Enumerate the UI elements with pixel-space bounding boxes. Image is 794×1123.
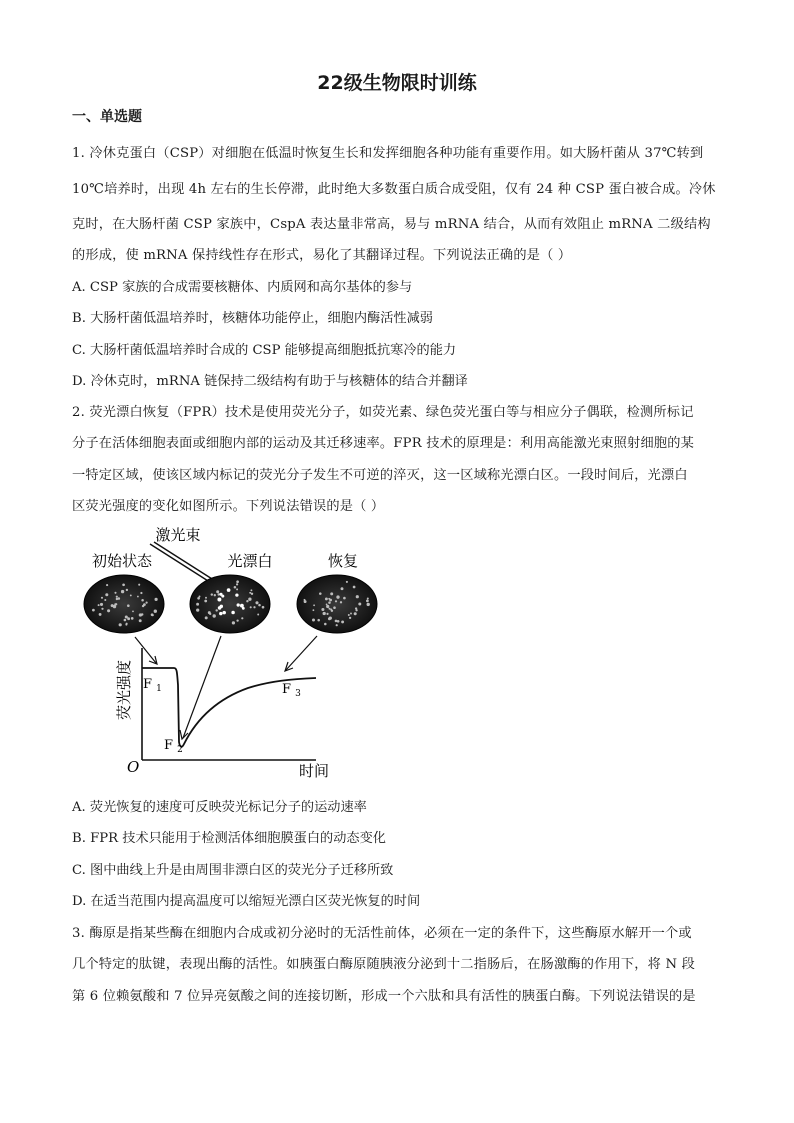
fluorescent-molecule (326, 604, 328, 606)
q2-option-d: D. 在适当范围内提高温度可以缩短光漂白区荧光恢复的时间 (72, 894, 421, 909)
fluorescent-molecule (250, 606, 252, 608)
q2-option-b: B. FPR 技术只能用于检测活体细胞膜蛋白的动态变化 (72, 831, 386, 846)
arrow-bleached (180, 636, 221, 739)
fluorescent-molecule (98, 604, 100, 606)
fluorescent-molecule (141, 599, 144, 602)
arrow-recovered (285, 636, 317, 671)
x-axis-label: 时间 (299, 762, 330, 780)
laser-label: 激光束 (155, 526, 201, 544)
fluorescent-molecule (366, 600, 369, 603)
fluorescent-molecule (121, 590, 124, 593)
fluorescent-molecule (92, 609, 95, 612)
q3-line-2: 几个特定的肽键，表现出酶的活性。如胰蛋白酶原随胰液分泌到十二指肠后，在肠激酶的作用下，将 N 段 (72, 957, 695, 972)
fluorescent-molecule (330, 592, 333, 595)
fluorescent-molecule (101, 597, 103, 599)
q3-line-3: 第 6 位赖氨酸和 7 位异亮氨酸之间的连接切断，形成一个六肽和具有活性的胰蛋白酶。下列说法错误的是 (72, 989, 696, 1004)
fluorescent-molecule (213, 614, 216, 617)
fluorescent-molecule (116, 596, 118, 598)
fluorescent-molecule (152, 614, 154, 616)
fluorescent-molecule (240, 604, 244, 608)
fluorescent-molecule (341, 587, 344, 590)
fluorescent-molecule (219, 593, 222, 596)
fluorescent-molecule (255, 601, 258, 604)
fluorescent-molecule (119, 623, 122, 626)
fluorescent-molecule (146, 602, 148, 604)
fluorescent-molecule (217, 598, 221, 602)
q2-line-2: 分子在活体细胞表面或细胞内部的运动及其迁移速率。FPR 技术的原理是：利用高能激光束照射细胞的某 (72, 436, 694, 451)
fluorescent-molecule (340, 601, 342, 603)
fluorescent-molecule (367, 597, 369, 599)
fluorescent-molecule (140, 592, 142, 594)
fluorescent-molecule (106, 584, 108, 586)
fluorescent-molecule (355, 609, 357, 611)
fluorescent-molecule (333, 606, 336, 609)
q3-line-1: 3. 酶原是指某些酶在细胞内合成或初分泌时的无活性前体，必须在一定的条件下，这些酶原水解开一个或 (72, 926, 692, 941)
q1-option-d: D. 冷休克时，mRNA 链保持二级结构有助于与核糖体的结合并翻译 (72, 374, 468, 389)
fluorescent-molecule (354, 612, 357, 615)
fluorescent-molecule (317, 619, 320, 622)
fluorescent-molecule (111, 604, 114, 607)
fluorescent-molecule (353, 586, 356, 589)
fluorescent-molecule (99, 613, 102, 616)
fluorescent-molecule (319, 592, 322, 595)
fluorescent-molecule (328, 601, 331, 604)
fluorescent-molecule (130, 594, 132, 596)
q1-line-3: 克时，在大肠杆菌 CSP 家族中，CspA 表达量非常高，易与 mRNA 结合，从而有效阻止 mRNA 二级结构 (72, 217, 711, 232)
fluorescent-molecule (346, 581, 348, 583)
fluorescent-molecule (253, 606, 255, 608)
fluorescent-molecule (241, 617, 243, 619)
fluorescent-molecule (350, 613, 352, 615)
fluorescent-molecule (356, 595, 359, 598)
fluorescent-molecule (137, 596, 139, 598)
fluorescent-molecule (336, 595, 339, 598)
fluorescent-molecule (237, 603, 240, 606)
fluorescent-molecule (114, 592, 116, 594)
state-label-initial: 初始状态 (91, 552, 153, 570)
fluorescent-molecule (154, 610, 157, 613)
fluorescent-molecule (132, 611, 134, 613)
fluorescent-molecule (367, 603, 370, 606)
fpr-figure (80, 520, 380, 782)
cell-bleached (190, 575, 270, 633)
fluorescent-molecule (220, 605, 223, 608)
fluorescent-molecule (312, 609, 314, 611)
fluorescent-molecule (143, 603, 146, 606)
q2-line-1: 2. 荧光漂白恢复（FPR）技术是使用荧光分子，如荧光素、绿色荧光蛋白等与相应分子偶联，检测所标记 (72, 405, 694, 420)
fluorescent-molecule (236, 619, 238, 621)
q1-line-4: 的形成，使 mRNA 保持线性存在形式，易化了其翻译过程。下列说法正确的是（ ） (72, 248, 572, 263)
fluorescent-molecule (257, 614, 259, 616)
fluorescent-molecule (231, 611, 235, 615)
fluorescent-molecule (236, 583, 238, 585)
fluorescent-molecule (331, 610, 333, 612)
point-label-f2: F $_2$ (164, 738, 183, 755)
fluorescent-molecule (114, 603, 116, 605)
q2-line-4: 区荧光强度的变化如图所示。下列说法错误的是（ ） (72, 499, 385, 514)
fluorescent-molecule (100, 603, 103, 606)
fluorescent-molecule (248, 598, 251, 601)
q1-line-1: 1. 冷休克蛋白（CSP）对细胞在低温时恢复生长和发挥细胞各种功能有重要作用。如大肠杆菌从 37℃转到 (72, 146, 704, 161)
fluorescent-molecule (116, 598, 118, 600)
fluorescent-molecule (335, 600, 337, 602)
y-axis-label: 荧光强度 (115, 659, 133, 720)
fluorescent-molecule (326, 605, 329, 608)
fluorescence-curve (142, 668, 316, 747)
fluorescent-molecule (325, 597, 328, 600)
fluorescent-molecule (211, 593, 213, 595)
fluorescent-molecule (249, 592, 251, 594)
q2-option-c: C. 图中曲线上升是由周围非漂白区的荧光分子迁移所致 (72, 863, 394, 878)
fluorescent-molecule (141, 613, 143, 615)
fluorescent-molecule (227, 588, 231, 592)
fluorescent-molecule (215, 609, 217, 611)
fluorescent-molecule (343, 597, 346, 600)
fluorescent-molecule (329, 616, 332, 619)
fluorescent-molecule (196, 603, 199, 606)
fluorescent-molecule (101, 608, 103, 610)
fluorescent-molecule (214, 594, 216, 596)
fluorescent-molecule (104, 599, 106, 601)
fluorescent-molecule (258, 604, 261, 607)
fluorescent-molecule (329, 599, 332, 602)
point-label-f3: F $_3$ (282, 682, 301, 699)
fluorescent-molecule (236, 580, 239, 583)
fluorescent-molecule (199, 596, 201, 598)
fluorescent-molecule (204, 600, 207, 603)
cell-recovered (297, 575, 377, 633)
fluorescent-molecule (219, 612, 222, 615)
cell-initial (84, 575, 164, 633)
fluorescent-molecule (127, 604, 130, 607)
q2-option-a: A. 荧光恢复的速度可反映荧光标记分子的运动速率 (72, 800, 367, 815)
fluorescent-molecule (349, 617, 351, 619)
fluorescent-molecule (341, 620, 344, 623)
fluorescent-molecule (131, 617, 134, 620)
fluorescent-molecule (262, 606, 265, 609)
fluorescent-molecule (138, 584, 140, 586)
q2-line-3: 一特定区域，使该区域内标记的荧光分子发生不可逆的淬灭，这一区域称光漂白区。一段时间后，光漂白 (72, 468, 688, 483)
fluorescent-molecule (125, 615, 128, 618)
fluorescent-molecule (321, 608, 324, 611)
fluorescent-molecule (124, 619, 127, 622)
arrow-initial (135, 637, 157, 664)
fluorescent-molecule (250, 589, 252, 591)
fluorescent-molecule (326, 613, 328, 615)
fluorescent-molecule (139, 619, 142, 622)
fluorescent-molecule (235, 593, 238, 596)
fluorescent-molecule (232, 621, 235, 624)
fluorescent-molecule (234, 586, 237, 589)
fluorescent-molecule (323, 612, 326, 615)
fluorescent-molecule (205, 616, 208, 619)
fluorescent-molecule (155, 598, 158, 601)
fluorescent-molecule (209, 613, 211, 615)
state-label-recovery: 恢复 (327, 552, 359, 570)
fluorescent-molecule (196, 608, 199, 611)
fluorescent-molecule (336, 624, 338, 626)
fluorescent-molecule (246, 600, 248, 602)
section-heading: 一、单选题 (72, 109, 142, 125)
fluorescent-molecule (313, 604, 315, 606)
q1-option-a: A. CSP 家族的合成需要核糖体、内质网和高尔基体的参与 (72, 280, 413, 295)
q1-option-b: B. 大肠杆菌低温培养时，核糖体功能停止，细胞内酶活性减弱 (72, 311, 433, 326)
fluorescent-molecule (312, 619, 315, 622)
fluorescent-molecule (335, 620, 338, 623)
fluorescent-molecule (324, 623, 327, 626)
fluorescent-molecule (122, 583, 125, 586)
fluorescent-molecule (205, 597, 207, 599)
fluorescent-molecule (107, 609, 110, 612)
fluorescent-molecule (125, 624, 127, 626)
page-title: 22级生物限时训练 (317, 72, 477, 94)
fluorescent-molecule (236, 588, 238, 590)
point-label-f1: F $_1$ (143, 677, 162, 694)
q1-option-c: C. 大肠杆菌低温培养时合成的 CSP 能够提高细胞抵抗寒冷的能力 (72, 343, 457, 358)
q1-line-2: 10℃培养时，出现 4h 左右的生长停滞，此时绝大多数蛋白质合成受阻，仅有 24 种 CSP 蛋白被合成。冷休 (72, 182, 716, 197)
fluorescent-molecule (348, 614, 350, 616)
fluorescent-molecule (222, 611, 226, 615)
origin-label: O (127, 758, 140, 776)
fluorescent-molecule (216, 590, 219, 593)
fluorescent-molecule (304, 600, 307, 603)
fluorescent-molecule (105, 593, 108, 596)
fluorescent-molecule (358, 603, 361, 606)
state-label-bleach: 光漂白 (227, 552, 273, 570)
fluorescent-molecule (126, 589, 128, 591)
